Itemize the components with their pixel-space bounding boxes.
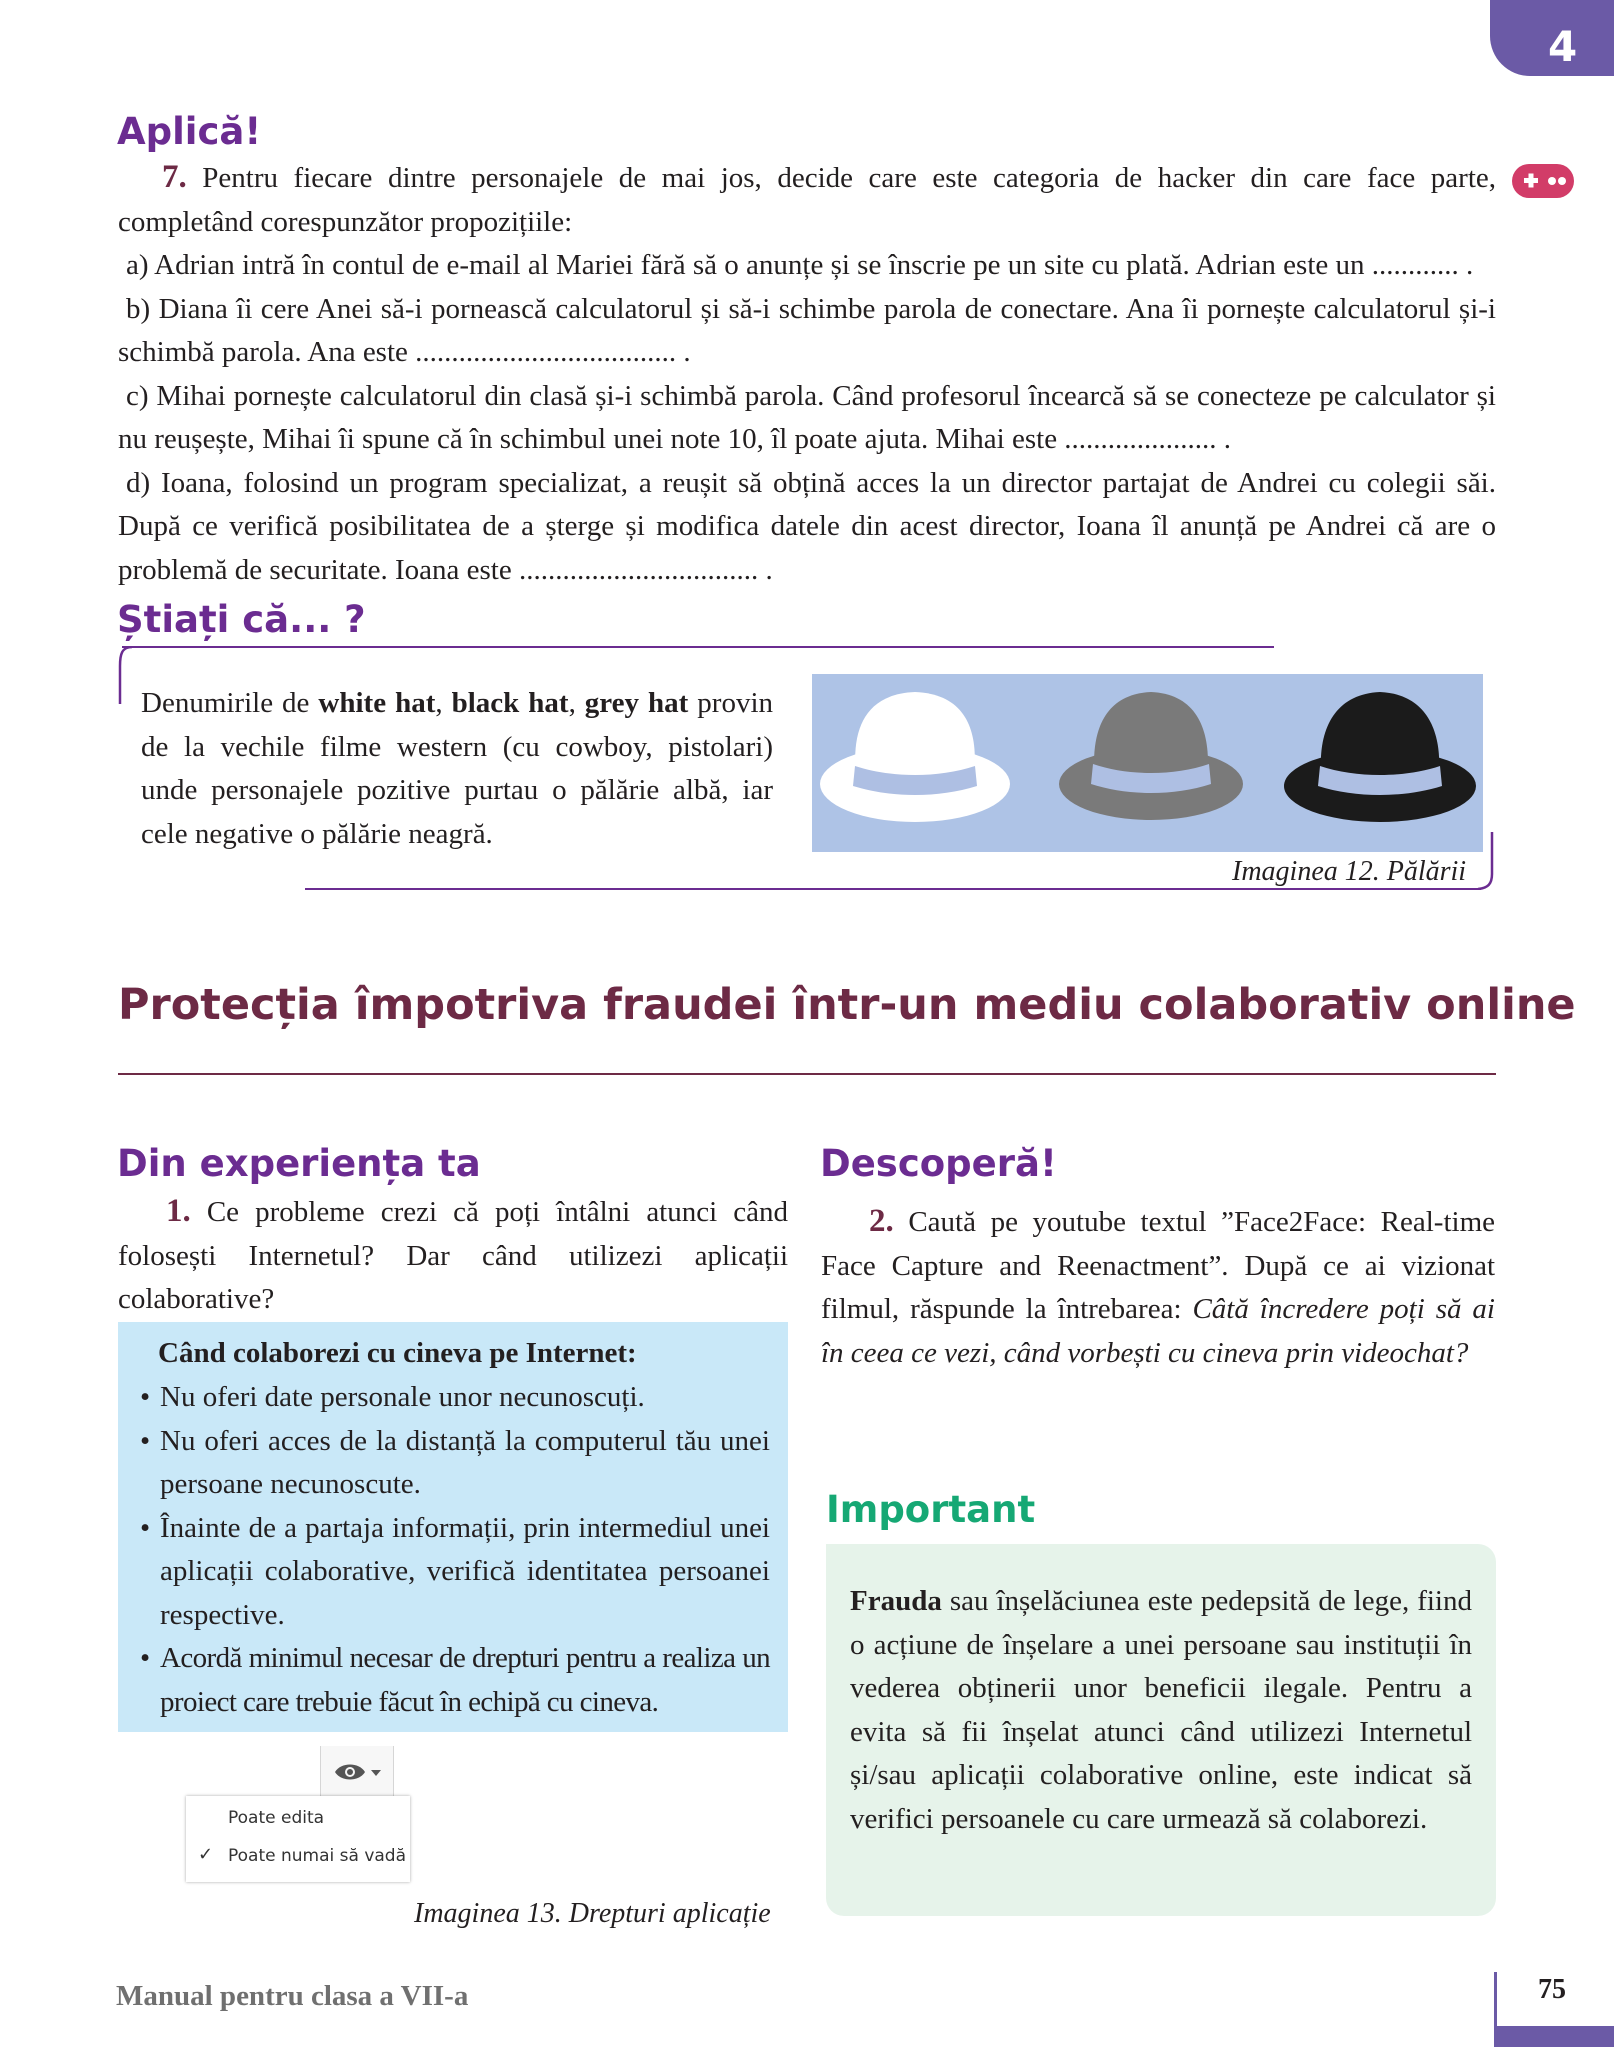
check-icon: ✓ [198,1844,214,1865]
exercise-2 [821,1200,1495,1375]
exercise-2-question: Câtă încredere poți să ai în ceea ce vezi, când vorbești cu cineva prin videochat? [821,1293,1495,1369]
exercise-7-item-d: d) Ioana, folosind un program specializat, a reușit să obțină acces la un director partajat de Andrei cu colegii săi. După ce verifică posibilitatea de a șterge și modifica datele din acest director, Ioana îl anunță pe Andrei că are o problemă de securitate. Ioana este ................................. . [118,466,1496,586]
permissions-screenshot [180,1742,416,1902]
tip-item: • Nu oferi acces de la distanță la computerul tău unei persoane necunoscute. [140,1420,770,1507]
term-white-hat: white hat [318,687,436,719]
experienta-heading: Din experiența ta [117,1142,481,1185]
option-can-edit[interactable]: Poate edita [228,1808,325,1828]
image-12-caption: Imaginea 12. Pălării [1232,856,1467,887]
chapter-number: 4 [1548,22,1578,71]
exercise-2-text: Caută pe youtube textul ”Face2Face: Real-time Face Capture and Reenactment”. După ce ai vizionat filmul, răspunde la întrebarea: [821,1206,1496,1325]
permissions-menu [186,1796,410,1882]
tips-list [140,1376,770,1724]
term-grey-hat: grey hat [584,687,689,719]
exercise-7-intro: Pentru fiecare dintre personajele de mai jos, decide care este categoria de hacker din care face parte, completând corespunzător propozițiile: [118,162,1496,238]
exercise-7-item-b: b) Diana îi cere Anei să-i pornească calculatorul și să-i schimbe parola de conectare. Ana îi pornește calculatorul și-i schimbă parola. Ana este .................................... . [118,292,1496,368]
permissions-button[interactable] [320,1746,394,1796]
exercise-7 [118,156,1496,592]
stiati-text: Denumirile de white hat, black hat, grey hat provin de la vechile filme western (cu cowboy, pistolari) unde personajele pozitive purtau o pălărie albă, iar cele negative o pălărie neagră. [141,687,773,850]
descopera-heading: Descoperă! [820,1142,1057,1185]
important-box [826,1544,1496,1916]
aplica-heading: Aplică! [117,110,262,153]
stiati-heading: Știați că... ? [117,598,366,641]
exercise-2-number: 2. [869,1203,894,1239]
exercise-7-number: 7. [162,159,187,195]
image-13-caption: Imaginea 13. Drepturi aplicație [414,1898,771,1929]
hats-image [812,674,1483,852]
exercise-1-number: 1. [166,1193,191,1229]
section-rule [118,1073,1496,1075]
page-number: 75 [1538,1974,1566,2005]
tips-title: Când colaborezi cu cineva pe Internet: [158,1337,637,1369]
chapter-tab [1490,0,1614,76]
tip-item: • Acordă minimul necesar de drepturi pentru a realiza un proiect care trebuie făcut în echipă cu cineva. [140,1637,770,1724]
exercise-1-text: Ce probleme crezi că poți întâlni atunci când folosești Internetul? Dar când utilizezi aplicații colaborative? [118,1196,788,1315]
important-heading: Important [826,1488,1036,1531]
gamepad-icon [1512,164,1574,198]
term-black-hat: black hat [451,687,569,719]
footer-text: Manual pentru clasa a VII-a [116,1980,469,2012]
stiati-bottom-rule [305,888,1481,890]
section-title: Protecția împotriva fraudei într-un mediu colaborativ online [118,980,1576,1030]
caret-down-icon [371,1770,381,1778]
collaboration-tips-box [118,1322,788,1732]
exercise-1 [118,1190,788,1322]
option-view-only[interactable]: Poate numai să vadă [228,1846,407,1866]
stiati-top-rule [122,646,1274,648]
white-hat-icon [820,692,1010,822]
grey-hat-icon [1059,692,1243,820]
term-frauda: Frauda [850,1585,942,1617]
important-text: Frauda sau înșelăciunea este pedepsită de lege, fiind o acțiune de înșelare a unei persoane sau instituții în vederea obținerii unor beneficii ilegale. Pentru a evita să fii înșelat atunci când utilizezi Internetul și/sau aplicații colaborative online, este indicat să verifici persoanele cu care urmează să colaborezi. [850,1585,1472,1835]
exercise-7-item-a: a) Adrian intră în contul de e-mail al Mariei fără să o anunțe și se înscrie pe un site cu plată. Adrian este un ............ . [126,249,1474,281]
black-hat-icon [1284,692,1476,822]
stiati-left-hook [114,646,134,706]
eye-icon [333,1760,367,1784]
tip-item: • Nu oferi date personale unor necunoscuți. [140,1376,770,1420]
exercise-7-item-c: c) Mihai pornește calculatorul din clasă și-i schimbă parola. Când profesorul încearcă să se conecteze pe calculator și nu reușește, Mihai îi spune că în schimbul unei note 10, îl poate ajuta. Mihai este ..................... . [118,379,1496,455]
tip-item: • Înainte de a partaja informații, prin intermediul unei aplicații colaborative, verifică identitatea persoanei respective. [140,1507,770,1638]
stiati-right-hook [1476,830,1500,890]
